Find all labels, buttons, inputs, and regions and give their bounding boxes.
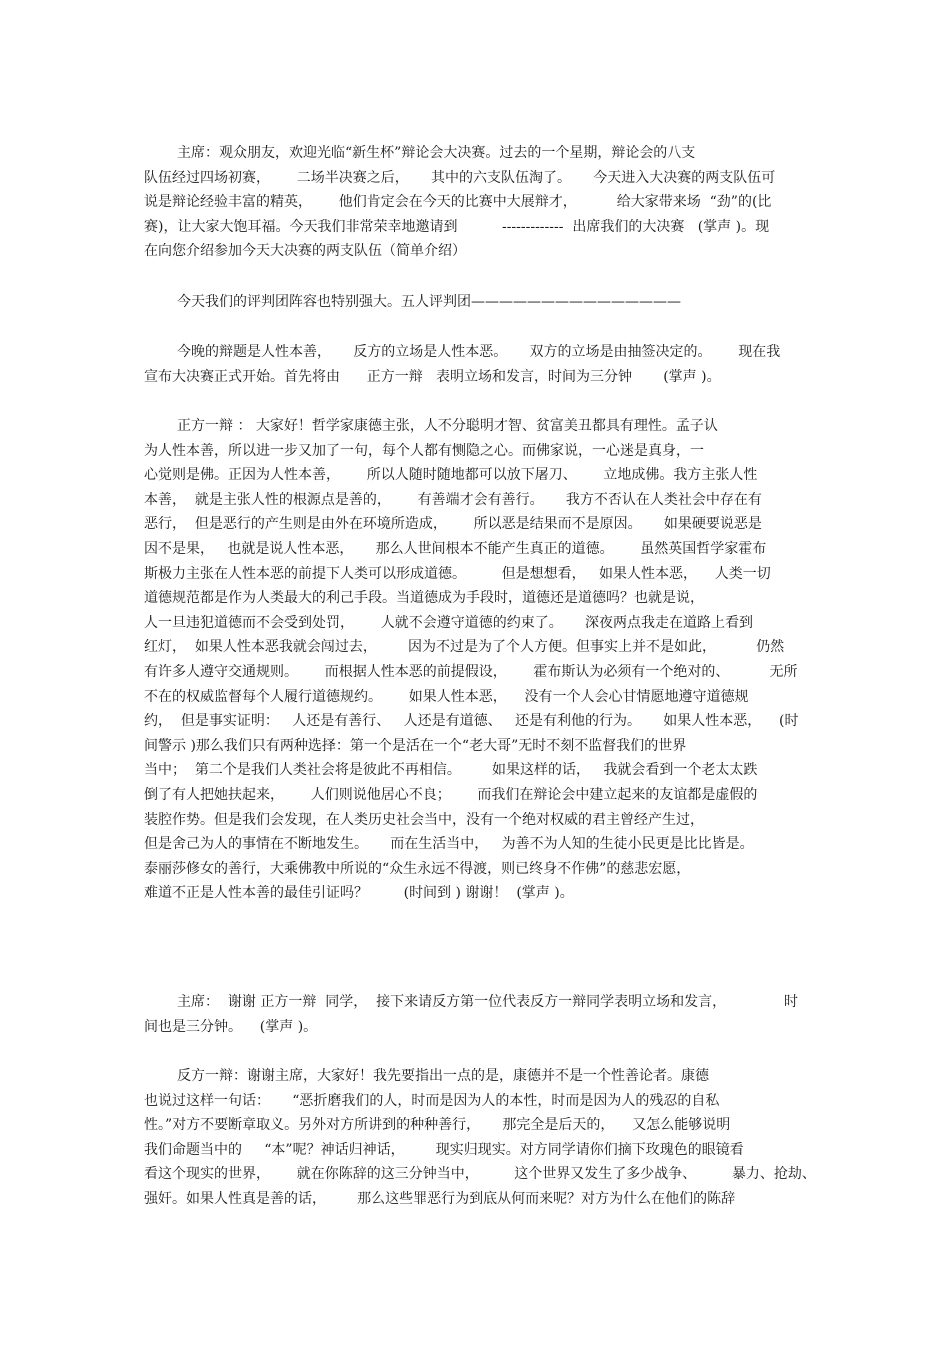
paragraph-p4-line-11: 有许多人遵守交通规则。 而根据人性本恶的前提假设， 霍布斯认为必须有一个绝对的、 无所 [144, 664, 798, 680]
paragraph-p6-line-2: 也说过这样一句话： “恶折磨我们的人，时而是因为人的本性，时而是因为人的残忍的自私 [144, 1092, 720, 1109]
paragraph-p1-line-2: 队伍经过四场初赛， 二场半决赛之后， 其中的六支队伍淘了。 今天进入大决赛的两支队伍可 [144, 169, 776, 186]
paragraph-p4-line-2: 为人性本善，所以进一步又加了一句，每个人都有恻隐之心。而佛家说，一心迷是真身，一 [144, 442, 704, 459]
paragraph-p3-line-2: 宣布大决赛正式开始。首先将由 正方一辩 表明立场和发言，时间为三分钟 (掌声 )。 [144, 368, 721, 385]
paragraph-p4-line-8: 道德规范都是作为人类最大的利己手段。当道德成为手段时，道德还是道德吗？也就是说， [144, 590, 704, 607]
paragraph-p6-line-1: 反方一辩：谢谢主席，大家好！我先要指出一点的是，康德并不是一个性善论者。康德 [177, 1068, 709, 1084]
paragraph-p4-line-7: 斯极力主张在人性本恶的前提下人类可以形成道德。 但是想想看， 如果人性本恶， 人类一切 [144, 565, 771, 582]
paragraph-p4-line-17: 装腔作势。但是我们会发现，在人类历史社会当中，没有一个绝对权威的君主曾经产生过， [144, 811, 704, 828]
paragraph-p1-line-5: 在向您介绍参加今天大决赛的两支队伍（简单介绍） [144, 243, 466, 260]
paragraph-p4-line-20: 难道不正是人性本善的最佳引证吗？ (时间到 ) 谢谢！ (掌声 )。 [144, 885, 574, 902]
paragraph-p4-line-13: 约， 但是事实证明： 人还是有善行、 人还是有道德、 还是有利他的行为。 如果人性本恶， (时 [144, 713, 799, 730]
paragraph-p4-line-10: 红灯， 如果人性本恶我就会闯过去， 因为不过是为了个人方便。但事实上并不是如此， 仍然 [144, 639, 785, 656]
paragraph-p1-line-1: 主席：观众朋友，欢迎光临“新生杯”辩论会大决赛。过去的一个星期，辩论会的八支 [177, 145, 696, 161]
paragraph-p4-line-3: 心觉则是佛。正因为人性本善， 所以人随时随地都可以放下屠刀、 立地成佛。我方主张人性 [144, 467, 758, 484]
paragraph-p4-line-9: 人一旦违犯道德而不会受到处罚， 人就不会遵守道德的约束了。 深夜两点我走在道路上看到 [144, 614, 753, 631]
paragraph-p4-line-18: 但是舍己为人的事情在不断地发生。 而在生活当中， 为善不为人知的生徒小民更是比比皆是。 [144, 836, 754, 853]
paragraph-p5-line-1: 主席： 谢谢 正方一辩 同学， 接下来请反方第一位代表反方一辩同学表明立场和发言， 时 [177, 994, 799, 1010]
paragraph-p4-line-4: 本善， 就是主张人性的根源点是善的， 有善端才会有善行。 我方不否认在人类社会中存在有 [144, 491, 762, 508]
paragraph-p4-line-14: 间警示 )那么我们只有两种选择：第一个是活在一个“老大哥”无时不刻不监督我们的世界 [144, 737, 687, 754]
paragraph-p6-line-4: 我们命题当中的 “本”呢？神话归神话， 现实归现实。对方同学请你们摘下玫瑰色的眼镜看 [144, 1141, 744, 1158]
paragraph-p4-line-6: 因不是果， 也就是说人性本恶， 那么人世间根本不能产生真正的道德。 虽然英国哲学家霍布 [144, 541, 767, 557]
paragraph-p4-line-16: 倒了有人把她扶起来， 人们则说他居心不良； 而我们在辩论会中建立起来的友谊都是虚假的 [144, 787, 758, 803]
paragraph-p4-line-12: 不在的权威监督每个人履行道德规约。 如果人性本恶， 没有一个人会心甘情愿地遵守道德规 [144, 688, 749, 705]
paragraph-p1-line-3: 说是辩论经验丰富的精英， 他们肯定会在今天的比赛中大展辩才， 给大家带来场 “劲”的(比 [144, 194, 772, 211]
paragraph-p4-line-1: 正方一辩 ： 大家好！哲学家康德主张，人不分聪明才智、贫富美丑都具有理性。孟子认 [177, 418, 718, 434]
paragraph-p4-line-19: 泰丽莎修女的善行，大乘佛教中所说的“众生永远不得渡，则已终身不作佛”的慈悲宏愿， [144, 860, 691, 877]
paragraph-p3-line-1: 今晚的辩题是人性本善， 反方的立场是人性本恶。 双方的立场是由抽签决定的。 现在我 [177, 344, 781, 360]
paragraph-p5-line-2: 间也是三分钟。 (掌声 )。 [144, 1018, 318, 1035]
paragraph-p6-line-6: 强奸。如果人性真是善的话， 那么这些罪恶行为到底从何而来呢？对方为什么在他们的陈辞 [144, 1191, 736, 1207]
paragraph-p2-line-1: 今天我们的评判团阵容也特别强大。五人评判团——————————————— [177, 294, 681, 310]
paragraph-p4-line-5: 恶行， 但是恶行的产生则是由外在环境所造成， 所以恶是结果而不是原因。 如果硬要说恶是 [144, 516, 762, 533]
paragraph-p6-line-3: 性。”对方不要断章取义。另外对方所讲到的种种善行， 那完全是后天的， 又怎么能够说明 [144, 1117, 731, 1134]
paragraph-p4-line-15: 当中； 第二个是我们人类社会将是彼此不再相信。 如果这样的话， 我就会看到一个老太太跌 [144, 762, 758, 779]
paragraph-p1-line-4: 赛)，让大家大饱耳福。今天我们非常荣幸地邀请到 ------------- 出席我们的大决赛 (掌声 )。现 [144, 218, 770, 235]
paragraph-p6-line-5: 看这个现实的世界， 就在你陈辞的这三分钟当中， 这个世界又发生了多少战争、 暴力、抢劫、 [144, 1166, 816, 1183]
